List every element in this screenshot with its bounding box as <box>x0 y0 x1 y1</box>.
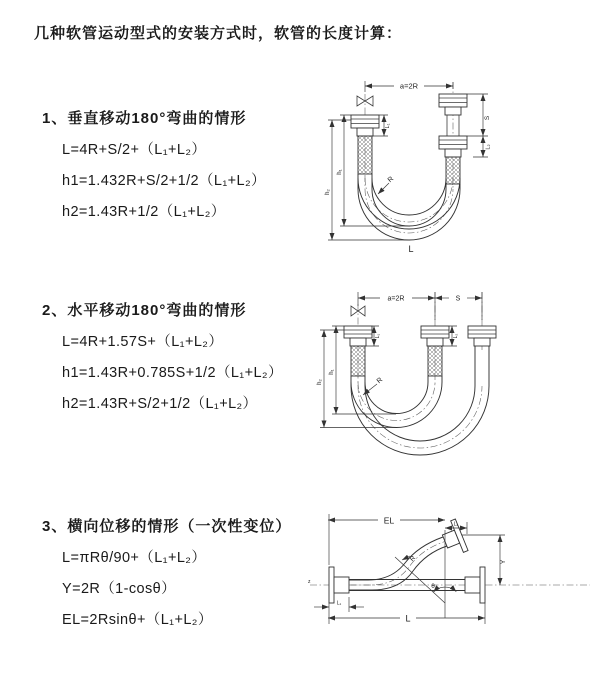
dim-label-h2: h₂ <box>325 189 331 195</box>
dim-label-h1: h₁ <box>329 369 335 375</box>
right-fitting <box>439 94 467 184</box>
dim-label-l2: L₂ <box>453 333 459 339</box>
section-vertical-movement <box>42 107 266 221</box>
dim-label-l2: L₂ <box>453 521 459 528</box>
dim-label-theta: θ <box>431 583 435 590</box>
dim-label-span: a=2R <box>399 81 419 91</box>
dim-radius <box>363 377 384 395</box>
braid-sleeve <box>446 157 460 184</box>
dim-span <box>365 81 453 92</box>
formula-h1: h1=1.43R+0.785S+1/2（L₁+L₂） <box>62 365 283 381</box>
right-lower-flange <box>465 567 485 603</box>
page-title: 几种软管运动型式的安装方式时，软管的长度计算： <box>34 25 403 42</box>
dim-span <box>358 292 482 320</box>
section-2-heading: 2、水平移动180°弯曲的情形 <box>42 302 247 319</box>
dim-label-h2: h₂ <box>317 379 323 385</box>
dim-l1 <box>314 597 364 612</box>
braid-sleeve <box>428 346 442 376</box>
dim-label-length: L <box>408 244 414 254</box>
dim-label-travel: S <box>484 115 491 121</box>
diagram-vertical-180-bend <box>300 70 595 270</box>
formula-length: L=4R+1.57S+（L₁+L₂） <box>62 334 224 350</box>
right-fitting <box>468 326 496 346</box>
formula-length: L=πRθ/90+（L₁+L₂） <box>62 550 207 566</box>
hose-u-bend <box>351 346 489 455</box>
dim-radius <box>378 176 395 194</box>
formula-y: Y=2R（1-cosθ） <box>62 581 176 597</box>
left-fitting <box>351 115 379 174</box>
dim-label-radius: R <box>408 554 418 564</box>
centerline-bend-rest <box>358 382 435 421</box>
braid-sleeve <box>351 346 365 376</box>
dim-label-travel: S <box>455 295 461 303</box>
section-1-heading: 1、垂直移动180°弯曲的情形 <box>42 110 247 127</box>
dim-label-l2: L₂ <box>485 144 492 150</box>
diagram-lateral-displacement <box>300 500 600 655</box>
dim-label-span: a=2R <box>387 295 405 303</box>
diagram-horizontal-180-bend <box>300 280 595 465</box>
dim-travel <box>467 94 492 157</box>
left-flange <box>329 567 349 603</box>
dim-el <box>328 514 445 565</box>
hose-u-bend <box>358 174 460 240</box>
formula-h2: h2=1.43R+1/2（L₁+L₂） <box>62 204 226 220</box>
mid-fitting <box>421 326 449 376</box>
dim-label-length: L <box>405 613 411 624</box>
dim-radius <box>402 555 417 563</box>
dim-label-l1: L₁ <box>385 123 391 129</box>
centerline-bend-moved <box>358 386 482 448</box>
formula-length: L=4R+S/2+（L₁+L₂） <box>62 142 207 158</box>
section-horizontal-movement <box>42 299 283 413</box>
formula-h2: h2=1.43R+S/2+1/2（L₁+L₂） <box>62 396 258 412</box>
dim-label-radius: R <box>375 376 385 386</box>
dim-label-l1: L₁ <box>375 333 381 339</box>
braid-sleeve <box>358 136 372 174</box>
formula-h1: h1=1.432R+S/2+1/2（L₁+L₂） <box>62 173 266 189</box>
left-fitting <box>344 326 372 376</box>
section-lateral-displacement <box>42 515 291 629</box>
dim-label-el: EL <box>383 515 395 526</box>
dim-length <box>328 600 485 624</box>
formula-el: EL=2Rsinθ+（L₁+L₂） <box>62 612 213 628</box>
dim-label-h1: h₁ <box>337 169 343 175</box>
dim-label-y: Y <box>500 559 507 565</box>
dim-label-radius: R <box>386 175 396 185</box>
section-3-heading: 3、横向位移的情形（一次性变位） <box>42 518 292 535</box>
dim-label-l1: L₁ <box>336 600 342 607</box>
centerline-end-mark: z <box>308 579 311 585</box>
